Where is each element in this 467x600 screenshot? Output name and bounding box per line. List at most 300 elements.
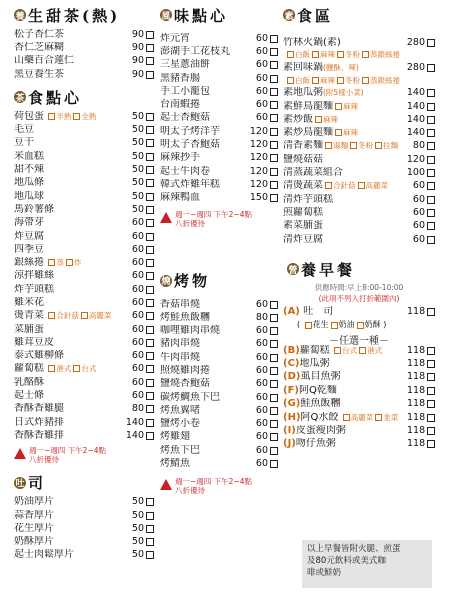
order-checkbox[interactable]: [146, 432, 154, 440]
item-price: 140: [406, 87, 425, 99]
item-name: 三星蔥油餅: [160, 59, 210, 71]
option-checkbox[interactable]: [334, 347, 341, 354]
item-letter: (D): [283, 371, 301, 383]
order-checkbox[interactable]: [146, 126, 154, 134]
item-name-wrap: [14, 417, 124, 429]
list-item: [14, 416, 154, 429]
item-name: 韓式炸雞年糕: [160, 178, 220, 190]
item-name-wrap: [14, 403, 124, 415]
order-checkbox[interactable]: [270, 460, 278, 468]
order-checkbox[interactable]: [270, 447, 278, 455]
item-name: 烤魚翼啫: [160, 404, 200, 416]
item-name: 鹽燒菇菇: [283, 153, 323, 165]
discount-note-line2: 八折優待: [175, 218, 205, 228]
option-checkbox[interactable]: [325, 142, 332, 149]
order-checkbox[interactable]: [146, 166, 154, 174]
item-name: 蒜香厚片: [14, 509, 54, 521]
order-checkbox[interactable]: [270, 128, 278, 136]
order-checkbox[interactable]: [146, 31, 154, 39]
list-item: [14, 123, 154, 136]
order-checkbox[interactable]: [427, 182, 435, 190]
item-name: 涼拌雞絲: [14, 270, 54, 282]
item-name: 鮭魚飯糰: [300, 398, 341, 410]
option-checkbox[interactable]: [335, 129, 342, 136]
item-letter: (G): [283, 398, 301, 410]
item-price: 80: [131, 403, 144, 415]
item-price: 50: [131, 164, 144, 176]
order-checkbox[interactable]: [427, 427, 435, 435]
item-name-wrap: [14, 310, 124, 322]
order-checkbox[interactable]: [146, 312, 154, 320]
list-item: [283, 61, 435, 74]
item-name: 素炒鳥龍麵: [283, 127, 333, 139]
item-name: 起士條: [14, 390, 44, 402]
list-item: [283, 193, 435, 206]
order-checkbox[interactable]: [270, 75, 278, 83]
order-checkbox[interactable]: [427, 400, 435, 408]
option-checkbox[interactable]: [81, 312, 88, 319]
discount-note: [160, 477, 278, 495]
item-name-wrap: [283, 425, 407, 437]
item-price: 140: [406, 100, 425, 112]
section-icon: 燒: [160, 275, 172, 287]
order-checkbox[interactable]: [427, 387, 435, 395]
item-price: 60: [131, 336, 144, 348]
item-name: 虱目魚粥: [300, 371, 341, 383]
item-letter: (I): [283, 424, 296, 436]
item-name-wrap: [283, 385, 407, 397]
item-name: 阿Q水餃: [300, 411, 339, 423]
list-item: [283, 384, 435, 397]
item-price: 120: [249, 165, 268, 177]
section-title: 生甜茶(熱): [28, 6, 121, 25]
section-header-breakfast: [283, 256, 435, 282]
item-options: [338, 413, 398, 422]
order-checkbox[interactable]: [146, 299, 154, 307]
pick-one-label: －任選一種－: [329, 335, 389, 347]
order-checkbox[interactable]: [270, 380, 278, 388]
item-name-wrap: [160, 325, 248, 337]
order-checkbox[interactable]: [146, 139, 154, 147]
order-checkbox[interactable]: [427, 236, 435, 244]
order-checkbox[interactable]: [427, 39, 435, 47]
item-price: 60: [131, 376, 144, 388]
order-checkbox[interactable]: [427, 222, 435, 230]
order-checkbox[interactable]: [270, 367, 278, 375]
order-checkbox[interactable]: [146, 498, 154, 506]
item-name-wrap: [14, 164, 124, 176]
order-checkbox[interactable]: [146, 326, 154, 334]
item-price: 60: [412, 193, 425, 205]
option-label: 麻辣: [323, 114, 338, 124]
item-letter: (F): [283, 384, 299, 396]
item-price: 60: [255, 444, 268, 456]
item-name-wrap: [283, 438, 407, 450]
option-label: 奶油: [338, 320, 355, 330]
option-checkbox[interactable]: [362, 77, 369, 84]
item-name: 素炒飯: [283, 113, 313, 125]
option-checkbox[interactable]: [357, 322, 364, 329]
discount-note-line1: 週一~週四 下午2~4點: [175, 209, 252, 219]
option-checkbox[interactable]: [287, 51, 294, 58]
option-checkbox[interactable]: [325, 182, 332, 189]
order-checkbox[interactable]: [270, 35, 278, 43]
list-item: [160, 165, 278, 178]
item-name-wrap: [283, 207, 405, 219]
item-name: 四季豆: [14, 243, 44, 255]
item-price: 90: [131, 55, 144, 67]
item-price: 60: [255, 59, 268, 71]
item-name: 地瓜球: [14, 190, 44, 202]
breakfast-list: [283, 305, 435, 451]
list-item: [283, 140, 435, 153]
list-item: [14, 55, 154, 68]
discount-note: [160, 210, 278, 228]
item-name-wrap: [14, 29, 124, 41]
order-checkbox[interactable]: [427, 360, 435, 368]
item-price: 90: [131, 68, 144, 80]
option-checkbox[interactable]: [48, 312, 55, 319]
option-checkbox[interactable]: [48, 113, 55, 120]
option-checkbox[interactable]: [331, 322, 338, 329]
item-name: 炸豆腐: [14, 230, 44, 242]
order-checkbox[interactable]: [270, 141, 278, 149]
item-name: 奶酥厚片: [14, 536, 54, 548]
order-checkbox[interactable]: [270, 407, 278, 415]
option-label: 麻辣: [320, 50, 335, 60]
list-item: [160, 32, 278, 45]
item-name-wrap: [14, 536, 124, 548]
list-item: [283, 344, 435, 357]
list-item: [160, 431, 278, 444]
list-item: [14, 283, 154, 296]
item-price: 50: [131, 522, 144, 534]
order-checkbox[interactable]: [146, 286, 154, 294]
option-label: 奶酥: [364, 320, 381, 330]
order-checkbox[interactable]: [146, 365, 154, 373]
order-checkbox[interactable]: [146, 193, 154, 201]
order-checkbox[interactable]: [146, 113, 154, 121]
column-vegetarian-breakfast: [283, 0, 435, 451]
order-checkbox[interactable]: [146, 352, 154, 360]
order-checkbox[interactable]: [427, 169, 435, 177]
list-item: [160, 59, 278, 72]
order-checkbox[interactable]: [146, 339, 154, 347]
item-price: 50: [131, 536, 144, 548]
item-name-wrap: [283, 154, 405, 166]
item-name: 吻仔魚粥: [295, 438, 336, 450]
item-name: 雞茸豆皮: [14, 336, 54, 348]
order-checkbox[interactable]: [146, 272, 154, 280]
item-price: 100: [406, 167, 425, 179]
item-name: 奶油厚片: [14, 496, 54, 508]
item-name: 鹽燒杏鮑菇: [160, 378, 210, 390]
order-checkbox[interactable]: [270, 394, 278, 402]
option-checkbox[interactable]: [287, 77, 294, 84]
order-checkbox[interactable]: [270, 154, 278, 162]
item-price: 60: [255, 364, 268, 376]
option-label: 韭菜: [383, 412, 399, 422]
item-name-wrap: [160, 418, 248, 430]
order-checkbox[interactable]: [146, 153, 154, 161]
order-checkbox[interactable]: [146, 392, 154, 400]
option-checkbox[interactable]: [305, 322, 312, 329]
item-price: 60: [131, 363, 144, 375]
item-letter: (C): [283, 358, 300, 370]
order-checkbox[interactable]: [427, 64, 435, 72]
order-checkbox[interactable]: [427, 414, 435, 422]
order-checkbox[interactable]: [146, 525, 154, 533]
option-label: 高麗菜: [365, 181, 388, 191]
order-checkbox[interactable]: [427, 89, 435, 97]
item-price: 90: [131, 41, 144, 53]
section-title: 司: [28, 474, 47, 493]
order-checkbox[interactable]: [427, 440, 435, 448]
item-name: 竹林火鍋(素): [283, 36, 341, 48]
option-label: 合針菇: [333, 181, 356, 191]
order-checkbox[interactable]: [270, 48, 278, 56]
option-checkbox[interactable]: [350, 142, 357, 149]
order-checkbox[interactable]: [146, 233, 154, 241]
footer-line: 以上早餐皆附火腿、煎蛋: [307, 544, 401, 554]
item-name-wrap: [283, 220, 405, 232]
item-name: 炸元宵: [160, 32, 190, 44]
order-checkbox[interactable]: [146, 259, 154, 267]
order-checkbox[interactable]: [427, 116, 435, 124]
option-checkbox[interactable]: [359, 347, 366, 354]
item-name: 豬肉串燒: [160, 338, 200, 350]
item-price: 60: [131, 230, 144, 242]
item-price: 60: [255, 391, 268, 403]
item-name: 吐 司: [303, 305, 334, 317]
list-item: [14, 389, 154, 402]
item-price: 60: [255, 72, 268, 84]
option-label: 蒸: [56, 258, 64, 268]
list-item: [160, 45, 278, 58]
option-checkbox[interactable]: [337, 51, 344, 58]
option-checkbox[interactable]: [343, 414, 350, 421]
section-title: 食區: [297, 6, 334, 25]
order-checkbox[interactable]: [427, 373, 435, 381]
list-item: [14, 110, 154, 123]
order-checkbox[interactable]: [146, 57, 154, 65]
order-checkbox[interactable]: [270, 168, 278, 176]
item-name-wrap: [160, 458, 248, 470]
list-item: [283, 113, 435, 126]
order-checkbox[interactable]: [427, 103, 435, 111]
item-name-wrap: [283, 194, 405, 206]
option-checkbox[interactable]: [362, 51, 369, 58]
order-checkbox[interactable]: [270, 181, 278, 189]
list-item: [14, 243, 154, 256]
option-checkbox[interactable]: [66, 259, 73, 266]
item-name: 照燒雞肉捲: [160, 364, 210, 376]
order-checkbox[interactable]: [270, 327, 278, 335]
item-name: 毛豆: [14, 124, 34, 136]
item-price: 120: [249, 125, 268, 137]
list-item: [160, 85, 278, 98]
order-checkbox[interactable]: [146, 219, 154, 227]
item-name: 海帶芽: [14, 217, 44, 229]
option-checkbox[interactable]: [73, 113, 80, 120]
item-name-wrap: [160, 378, 248, 390]
order-checkbox[interactable]: [270, 354, 278, 362]
order-checkbox[interactable]: [427, 196, 435, 204]
order-checkbox[interactable]: [270, 101, 278, 109]
option-checkbox[interactable]: [358, 182, 365, 189]
item-price: 118: [407, 424, 426, 436]
option-label: 拉麵: [383, 141, 398, 151]
list-item: [283, 424, 435, 437]
section-icon: 吐: [14, 477, 26, 489]
option-checkbox[interactable]: [335, 103, 342, 110]
item-name: 烤鮭魚飯糰: [160, 311, 210, 323]
order-checkbox[interactable]: [427, 308, 435, 316]
item-name-wrap: [14, 124, 124, 136]
list-item: [160, 418, 278, 431]
item-name-wrap: [160, 99, 248, 111]
list-item: [14, 150, 154, 163]
option-label: 冬粉: [345, 50, 360, 60]
item-name: 碳烤鯛魚下巴: [160, 391, 220, 403]
section-icon: 養: [14, 9, 26, 21]
footer-line: 啡或鮮奶: [307, 568, 342, 578]
item-name-wrap: [14, 257, 124, 269]
item-options: [333, 102, 358, 111]
item-price: 60: [412, 180, 425, 192]
item-name-wrap: [160, 86, 248, 98]
option-checkbox[interactable]: [315, 116, 322, 123]
item-name-wrap: [283, 412, 407, 424]
column-sweet-snacks-toast: [14, 0, 154, 562]
item-name-wrap: [14, 244, 124, 256]
order-checkbox[interactable]: [270, 433, 278, 441]
option-checkbox[interactable]: [375, 142, 382, 149]
item-price: 60: [255, 418, 268, 430]
breakfast-footer-note: [302, 540, 432, 588]
order-checkbox[interactable]: [146, 405, 154, 413]
order-checkbox[interactable]: [146, 538, 154, 546]
item-name-wrap: [160, 166, 248, 178]
item-name: 皮蛋瘦肉粥: [295, 424, 346, 436]
item-name: 杏仁芝麻糊: [14, 41, 64, 53]
item-name: 蘿蔔糕: [14, 363, 44, 375]
item-name-wrap: [14, 549, 124, 561]
item-price: 50: [131, 137, 144, 149]
order-checkbox[interactable]: [427, 347, 435, 355]
item-name: 起士肉鬆厚片: [14, 549, 74, 561]
item-name-wrap: [14, 191, 124, 203]
list-item: [160, 391, 278, 404]
item-price: 118: [407, 438, 426, 450]
option-checkbox[interactable]: [375, 414, 382, 421]
order-checkbox[interactable]: [146, 379, 154, 387]
order-checkbox[interactable]: [270, 340, 278, 348]
item-name-wrap: [160, 299, 248, 311]
order-checkbox[interactable]: [146, 419, 154, 427]
item-price: 60: [412, 233, 425, 245]
item-price: 50: [131, 124, 144, 136]
order-checkbox[interactable]: [146, 551, 154, 559]
section-title: 味點心: [174, 6, 229, 25]
order-checkbox[interactable]: [270, 88, 278, 96]
item-name-wrap: [160, 152, 248, 164]
list-item: [283, 233, 435, 246]
item-name-wrap: [14, 69, 124, 81]
order-checkbox[interactable]: [427, 209, 435, 217]
option-label: 麻辣: [343, 128, 358, 138]
item-name: 黑豬香腸: [160, 72, 200, 84]
item-name-wrap: [283, 140, 405, 152]
order-checkbox[interactable]: [270, 314, 278, 322]
section-icon: 素: [283, 9, 295, 21]
item-name: 素地瓜粥: [283, 87, 323, 99]
item-price: 60: [131, 296, 144, 308]
item-options: [323, 141, 398, 150]
item-name: 香酥香雞腿: [14, 403, 64, 415]
option-checkbox[interactable]: [312, 77, 319, 84]
list-item: [283, 36, 435, 49]
list-item: [14, 68, 154, 81]
order-checkbox[interactable]: [146, 44, 154, 52]
list-item: [283, 220, 435, 233]
option-label: 港式: [367, 345, 383, 355]
option-checkbox[interactable]: [48, 365, 55, 372]
option-checkbox[interactable]: [73, 365, 80, 372]
column-flavor-snacks-grill: [160, 0, 278, 495]
order-checkbox[interactable]: [270, 194, 278, 202]
list-item: [14, 28, 154, 41]
order-checkbox[interactable]: [146, 179, 154, 187]
section-header-grill: [160, 268, 278, 294]
option-checkbox[interactable]: [312, 51, 319, 58]
option-checkbox[interactable]: [337, 77, 344, 84]
order-checkbox[interactable]: [427, 142, 435, 150]
list-item: [160, 178, 278, 191]
order-checkbox[interactable]: [427, 156, 435, 164]
order-checkbox[interactable]: [270, 114, 278, 122]
item-options: [283, 49, 435, 61]
option-checkbox[interactable]: [48, 259, 55, 266]
item-name: 豆干: [14, 137, 34, 149]
option-label: 蒸銀絲捲: [370, 75, 400, 85]
order-checkbox[interactable]: [146, 71, 154, 79]
item-price: 60: [131, 310, 144, 322]
item-price: 118: [407, 344, 426, 356]
item-name-wrap: [160, 405, 248, 417]
item-options: [323, 181, 388, 190]
order-checkbox[interactable]: [427, 129, 435, 137]
section-icon: 風: [160, 9, 172, 21]
order-checkbox[interactable]: [270, 301, 278, 309]
order-checkbox[interactable]: [146, 512, 154, 520]
list-item: [14, 203, 154, 216]
item-price: 60: [131, 257, 144, 269]
order-checkbox[interactable]: [146, 206, 154, 214]
item-name: 牛肉串燒: [160, 351, 200, 363]
item-name-wrap: [283, 358, 407, 370]
order-checkbox[interactable]: [146, 246, 154, 254]
item-name: 蘿蔔糕: [299, 344, 330, 356]
order-checkbox[interactable]: [270, 420, 278, 428]
item-name: 地瓜條: [14, 177, 44, 189]
item-price: 140: [406, 127, 425, 139]
item-name-wrap: [283, 127, 405, 139]
list-item: [14, 350, 154, 363]
list-item: [160, 152, 278, 165]
list-item: [283, 305, 435, 318]
order-checkbox[interactable]: [270, 61, 278, 69]
